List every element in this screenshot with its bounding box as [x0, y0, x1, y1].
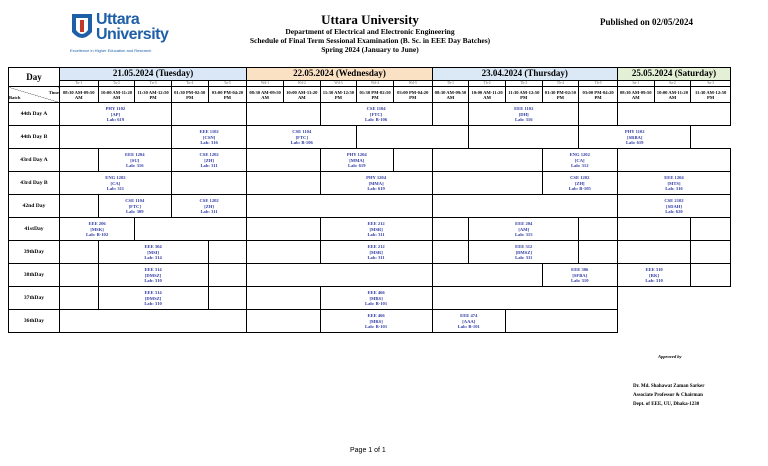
slot-label: Th-4 — [542, 81, 579, 87]
slot-label: Sa-3 — [691, 81, 731, 87]
empty-cell — [59, 126, 171, 149]
exam-cell: EEE 204 [AM] Lab: 315 — [469, 218, 579, 241]
exam-cell: CSE 1104 [FTC] Lab: B-106 — [320, 103, 432, 126]
logo-text-university: University — [96, 26, 169, 43]
exam-cell: EEE 306 [SFBA] Lab: 310 — [542, 264, 617, 287]
time-slot: 03:00 PM-04:20 PM — [579, 87, 618, 103]
slot-label: Th-1 — [432, 81, 469, 87]
table-row — [9, 218, 731, 241]
empty-cell — [208, 264, 247, 287]
slot-label: Wd-1 — [247, 81, 284, 87]
table-row — [9, 103, 731, 126]
time-slot: 03:00 PM-04:20 PM — [208, 87, 247, 103]
time-slot: 10:00 AM-11:20 AM — [654, 87, 691, 103]
batch-name: 44th Day A — [9, 103, 60, 126]
empty-cell — [357, 126, 469, 149]
empty-cell — [469, 126, 579, 149]
slot-label: Th-3 — [505, 81, 542, 87]
slot-label: Wd-2 — [283, 81, 320, 87]
time-slot: 10:00 AM-11:20 AM — [283, 87, 320, 103]
time-slot: 08:30 AM-09:50 AM — [432, 87, 469, 103]
slot-label: Wd-5 — [393, 81, 432, 87]
slot-label: Tu-2 — [98, 81, 135, 87]
time-slot: 08:30 AM-09:50 AM — [247, 87, 284, 103]
batch-name: 38thDay — [9, 264, 60, 287]
empty-cell — [617, 103, 730, 126]
batch-name: 36thDay — [9, 310, 60, 333]
exam-cell: EEE 474 [AAA] Lab: B-101 — [432, 310, 505, 333]
exam-cell: EEE 314 [DMSZ] Lab: 310 — [98, 287, 208, 310]
exam-cell: EEE 466 [MRS] Lab: B-101 — [320, 310, 432, 333]
empty-cell — [171, 103, 246, 126]
empty-cell — [579, 241, 618, 264]
time-slot: 11:30 AM-12:50 PM — [505, 87, 542, 103]
table-row — [9, 172, 731, 195]
signature-block — [633, 382, 705, 409]
slot-label: Tu-1 — [59, 81, 98, 87]
empty-cell — [432, 241, 469, 264]
exam-cell: CSE 2102 [SDAH] Lab: 620 — [617, 195, 730, 218]
exam-cell: EEE 466 [MRS] Lab: B-101 — [320, 287, 432, 310]
empty-cell — [59, 287, 98, 310]
empty-cell — [247, 172, 320, 195]
page-number: Page 1 of 1 — [350, 447, 386, 454]
slot-label: Tu-5 — [208, 81, 247, 87]
batch-name: 37thDay — [9, 287, 60, 310]
slot-label: Wd-4 — [357, 81, 394, 87]
slot-label: Wd-3 — [320, 81, 357, 87]
slot-label: Sa-1 — [617, 81, 654, 87]
exam-cell: ENG 1202 [CA] Lab: 311 — [59, 172, 171, 195]
logo-text-uttara: Uttara — [96, 11, 140, 28]
empty-cell — [617, 149, 730, 172]
exam-cell: PHY 1204 [MMA] Lab: 619 — [320, 172, 432, 195]
time-slot: 01:30 PM-02:50 PM — [171, 87, 208, 103]
document-header — [230, 12, 510, 54]
term-title: Spring 2024 (January to June) — [321, 45, 419, 54]
empty-cell — [691, 218, 731, 241]
batch-label: Batch — [9, 94, 21, 100]
empty-cell — [247, 287, 320, 310]
table-row — [9, 126, 731, 149]
batch-name: 42nd Day — [9, 195, 60, 218]
time-slot: 11:30 AM-12:50 PM — [691, 87, 731, 103]
batch-time-header — [9, 87, 60, 103]
empty-cell — [171, 172, 246, 195]
time-slot: 10:00 AM-11:20 AM — [98, 87, 135, 103]
exam-cell: EEE 1204 [MTS] Lab: 316 — [617, 172, 730, 195]
published-date: Published on 02/05/2024 — [600, 17, 694, 27]
time-slot: 03:00 PM-04:20 PM — [393, 87, 432, 103]
batch-name: 44th Day B — [9, 126, 60, 149]
empty-cell — [208, 241, 247, 264]
empty-cell — [208, 287, 247, 310]
exam-cell: EEE 304 [MSI] Lab: 314 — [98, 241, 208, 264]
empty-cell — [59, 195, 98, 218]
exam-cell: EEE 314 [DMSZ] Lab: 310 — [98, 264, 208, 287]
logo-tagline: Excellence in Higher Education and Research — [70, 48, 152, 53]
empty-cell — [432, 287, 617, 310]
university-title: Uttara University — [321, 12, 419, 27]
table-row — [9, 287, 731, 310]
approver-name: Dr. Md. Shahawat Zaman Sarker — [633, 384, 705, 389]
table-row — [9, 195, 731, 218]
batch-name: 39thDay — [9, 241, 60, 264]
time-slot: 08:30 AM-09:50 AM — [59, 87, 98, 103]
empty-cell — [59, 264, 98, 287]
empty-cell — [617, 218, 690, 241]
exam-cell: PHY 1204 [MMA] Lab: 619 — [320, 149, 393, 172]
exam-cell: ENG 1202 [CA] Lab: 312 — [542, 149, 617, 172]
empty-cell — [505, 310, 617, 333]
university-logo — [70, 11, 169, 54]
batch-name: 43rd Day A — [9, 149, 60, 172]
empty-cell — [247, 103, 320, 126]
day-header: Day — [9, 68, 60, 87]
empty-cell — [247, 310, 320, 333]
batch-name: 41stDay — [9, 218, 60, 241]
empty-cell — [247, 149, 320, 172]
exam-schedule-table — [8, 67, 731, 333]
empty-cell — [432, 218, 469, 241]
empty-cell — [247, 195, 432, 218]
time-slot: 10:00 AM-11:20 AM — [469, 87, 506, 103]
table-row — [9, 241, 731, 264]
empty-cell — [59, 149, 98, 172]
slot-label: Tu-4 — [171, 81, 208, 87]
table-row — [9, 149, 731, 172]
empty-cell — [432, 195, 617, 218]
time-slot: 01:30 PM-02:50 PM — [542, 87, 579, 103]
exam-cell: PHY 1102 [AP] Lab: 619 — [59, 103, 171, 126]
schedule-title: Schedule of Final Term Sessional Examination (B. Sc. in EEE Day Batches) — [249, 36, 491, 45]
empty-cell — [432, 149, 542, 172]
empty-cell — [432, 103, 469, 126]
exam-cell: CSE 1202 [ZH] Lab: B-105 — [542, 172, 617, 195]
empty-cell — [247, 218, 320, 241]
time-label: Time — [48, 89, 59, 95]
exam-cell: EEE 206 [MSK] Lab: B-102 — [59, 218, 134, 241]
slot-label: Th-2 — [469, 81, 506, 87]
department-title: Department of Electrical and Electronic Engineering — [285, 27, 455, 36]
date-wednesday: 22.05.2024 (Wednesday) — [247, 68, 432, 81]
logo-emblem-icon — [70, 12, 94, 46]
empty-cell — [135, 218, 247, 241]
empty-cell — [393, 149, 432, 172]
empty-cell — [247, 241, 320, 264]
empty-cell — [432, 264, 542, 287]
slot-label: Tu-3 — [135, 81, 172, 87]
empty-cell — [432, 172, 542, 195]
date-saturday: 25.05.2024 (Saturday) — [617, 68, 730, 81]
empty-cell — [59, 241, 98, 264]
approver-dept: Dept. of EEE, UU, Dhaka-1230 — [633, 402, 700, 407]
slot-label: Sa-2 — [654, 81, 691, 87]
exam-cell: EEE 212 [MSR] Lab: 311 — [320, 241, 432, 264]
time-slot: 08:30 AM-09:50 AM — [617, 87, 654, 103]
time-slot: 01:30 PM-02:50 PM — [357, 87, 394, 103]
empty-cell — [691, 264, 731, 287]
time-slot: 11:30 AM-12:50 PM — [135, 87, 172, 103]
empty-cell — [59, 310, 246, 333]
date-thursday: 23.04.2024 (Thursday) — [432, 68, 617, 81]
empty-cell — [691, 241, 731, 264]
slot-label: Th-5 — [579, 81, 618, 87]
exam-cell: EEE 212 [MSR] Lab: 311 — [320, 218, 432, 241]
date-tuesday: 21.05.2024 (Tuesday) — [59, 68, 246, 81]
exam-cell: EEE 1204 [SU] Lab: 316 — [98, 149, 171, 172]
exam-cell: CSE 1104 [FTC] Lab: 309 — [98, 195, 171, 218]
empty-cell — [617, 287, 730, 333]
approved-by-label: Approved by — [658, 354, 682, 359]
empty-cell — [579, 103, 618, 126]
exam-cell: CSE 1202 [ZH] Lab: 311 — [171, 195, 246, 218]
exam-cell: EEE 310 [RK] Lab: 310 — [617, 264, 690, 287]
exam-cell: EEE 1102 [DH] Lab: 316 — [469, 103, 579, 126]
exam-cell: CSE 1202 [ZH] Lab: 311 — [171, 149, 246, 172]
empty-cell — [247, 264, 432, 287]
approver-designation: Associate Professor & Chairman — [633, 393, 703, 398]
exam-cell: EEE 312 [DMSZ] Lab: 311 — [469, 241, 579, 264]
table-row — [9, 264, 731, 287]
exam-cell: CSE 1104 [FTC] Lab: B-106 — [247, 126, 357, 149]
exam-cell: PHY 1102 [SRBA] Lab: 619 — [579, 126, 691, 149]
time-slot: 11:30 AM-12:50 PM — [320, 87, 357, 103]
exam-cell: EEE 1102 [CSN] Lab: 316 — [171, 126, 246, 149]
batch-name: 43rd Day B — [9, 172, 60, 195]
empty-cell — [617, 241, 690, 264]
empty-cell — [579, 218, 618, 241]
